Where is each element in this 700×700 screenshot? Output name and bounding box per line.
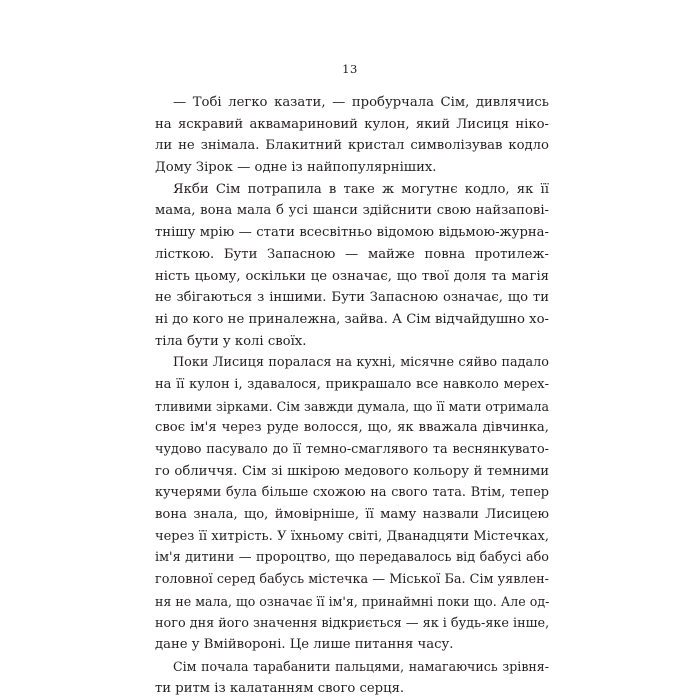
text-line: го обличчя. Сім зі шкірою медового кольору й темними: [155, 463, 549, 479]
body-text: [155, 92, 549, 699]
text-line: ні до кого не приналежна, зайва. А Сім відчайдушно хо-: [155, 311, 549, 327]
text-line: Поки Лисиця поралася на кухні, місячне сяйво падало: [173, 355, 549, 371]
text-line: Дому Зірок — одне із найпопулярніших.: [155, 160, 437, 176]
text-line: — Тобі легко казати, — пробурчала Сім, дивлячись: [173, 95, 549, 110]
text-line: на яскравий аквамариновий кулон, який Лисиця ніко-: [155, 116, 549, 132]
text-line: тливими зірками. Сім завжди думала, що її мати отримала: [155, 398, 550, 414]
text-line: ність цьому, оскільки це означає, що твої доля та магія: [155, 268, 549, 284]
text-line: головної серед бабусь містечка — Міської Ба. Сім уявлен-: [155, 572, 549, 588]
text-line: чудово пасувало до її темно-смаглявого та веснянкувато-: [155, 442, 549, 457]
text-line: ім'я дитини — пророцтво, що передавалось від бабусі або: [155, 550, 549, 566]
text-line: лісткою. Бути Запасною — майже повна протилеж-: [155, 246, 549, 262]
text-line: ного дня його значення відкриється — як і будь-яке інше,: [155, 615, 550, 631]
text-line: через її хитрість. У їхньому світі, Дванадцяти Містечках,: [155, 528, 549, 544]
text-line: Якби Сім потрапила в таке ж могутнє кодло, як її: [173, 181, 549, 197]
text-line: кучерями була більше схожою на свого тата. Втім, тепер: [155, 485, 549, 501]
text-line: тіла бути у колі своїх.: [155, 333, 307, 349]
text-line: на її кулон і, здавалося, прикрашало все навколо мерех-: [155, 376, 549, 392]
text-line: вона знала, що, ймовірніше, її маму назвали Лисицею: [155, 507, 549, 523]
text-line: тнішу мрію — стати всесвітньо відомою відьмою-журна-: [155, 225, 549, 241]
text-line: мама, вона мала б усі шанси здійснити свою найзапові-: [155, 203, 549, 219]
text-line: ня не мала, що означає її ім'я, принаймні поки що. Але од-: [155, 593, 550, 609]
text-line: ти ритм із калатанням свого серця.: [155, 680, 405, 696]
text-line: своє ім'я через руде волосся, що, як вважала дівчинка,: [155, 420, 549, 436]
text-line: дане у Вмійвороні. Це лише питання часу.: [155, 637, 454, 653]
page-number: 13: [342, 62, 358, 76]
text-line: Сім почала тарабанити пальцями, намагаючись зрівня-: [173, 658, 549, 674]
text-line: не збігаються з іншими. Бути Запасною означає, що ти: [155, 290, 549, 306]
text-line: ли не знімала. Блакитний кристал символізував кодло: [155, 138, 549, 154]
